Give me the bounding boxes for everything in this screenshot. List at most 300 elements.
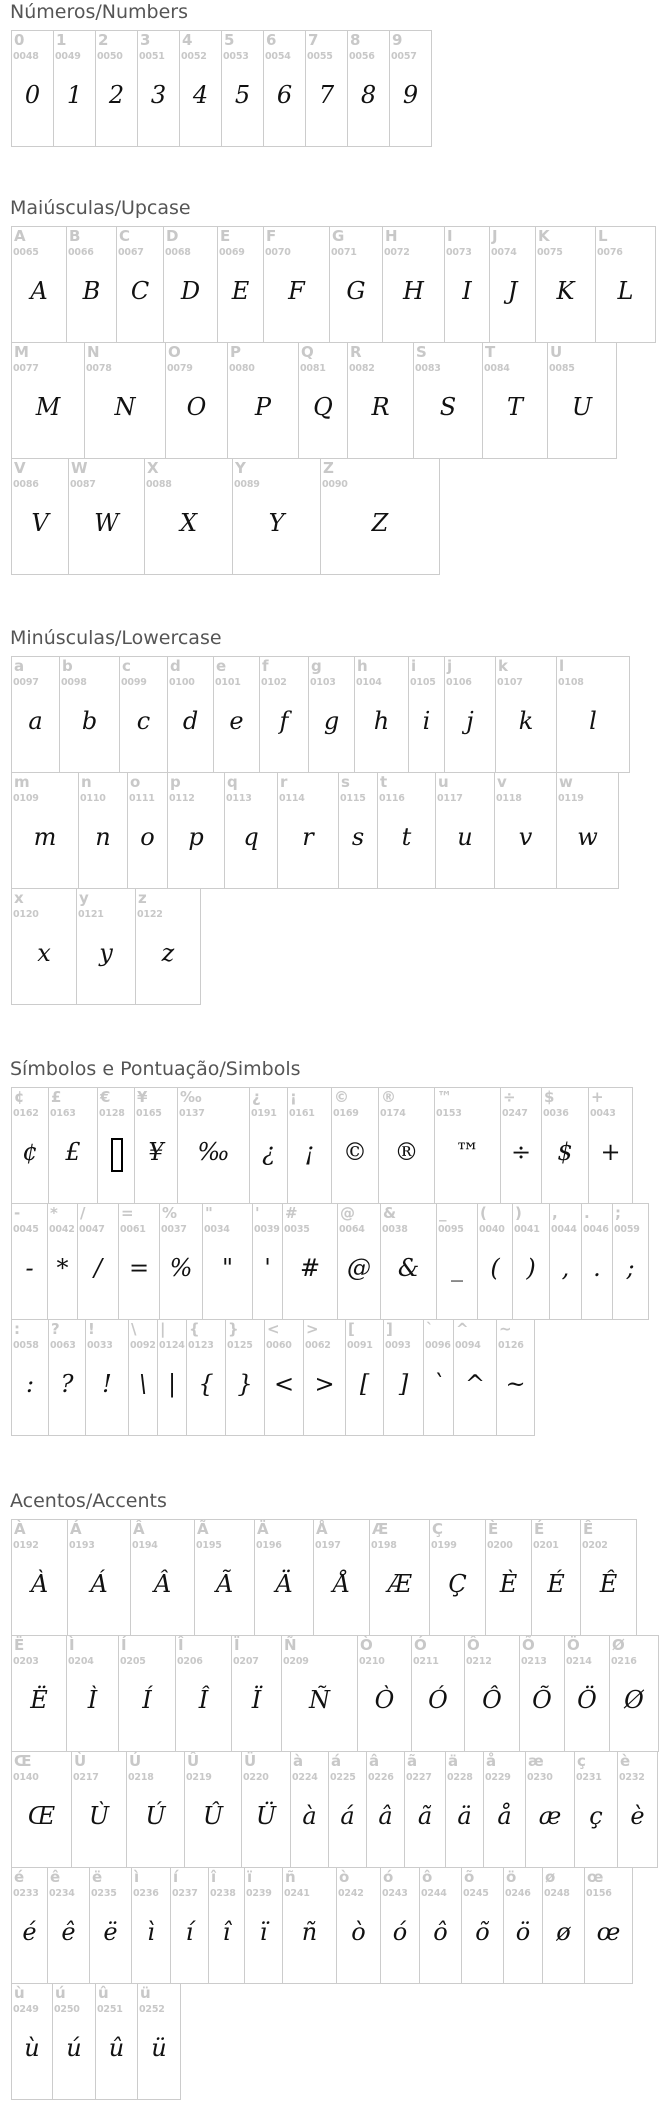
glyph-preview: &: [397, 1254, 420, 1282]
glyph-cell[interactable]: [617, 1751, 658, 1868]
glyph-char-label: ã: [407, 1752, 418, 1770]
glyph-preview: i: [422, 707, 431, 735]
glyph-code: 0106: [446, 677, 472, 688]
glyph-cell[interactable]: [131, 1867, 171, 1984]
glyph-cell[interactable]: [137, 30, 180, 147]
glyph-code: 0207: [233, 1656, 259, 1667]
glyph-cell[interactable]: [347, 30, 390, 147]
glyph-code: 0033: [87, 1340, 113, 1351]
glyph-cell[interactable]: [213, 656, 260, 773]
glyph-preview: ü: [151, 2034, 167, 2062]
glyph-code: 0095: [438, 1224, 464, 1235]
glyph-cell[interactable]: [556, 656, 630, 773]
glyph-cell[interactable]: [444, 226, 490, 343]
glyph-preview: #: [299, 1254, 321, 1282]
glyph-cell[interactable]: [477, 1203, 513, 1320]
glyph-cell[interactable]: [556, 772, 619, 889]
glyph-cell[interactable]: [298, 342, 348, 459]
glyph-preview: ‰: [197, 1138, 230, 1166]
glyph-preview: E: [231, 277, 250, 305]
glyph-code: 0250: [54, 2004, 80, 2015]
glyph-code: 0161: [289, 1108, 315, 1119]
glyph-code: 0153: [436, 1108, 462, 1119]
glyph-cell[interactable]: [331, 1087, 379, 1204]
glyph-char-label: |: [160, 1320, 166, 1338]
glyph-code: 0059: [614, 1224, 640, 1235]
glyph-char-label: ú: [55, 1984, 66, 2002]
glyph-cell[interactable]: [116, 226, 164, 343]
glyph-cell[interactable]: [118, 1203, 160, 1320]
glyph-cell[interactable]: [303, 1319, 346, 1436]
glyph-char-label: Ì: [69, 1636, 75, 1654]
glyph-code: 0036: [543, 1108, 569, 1119]
glyph-preview: D: [180, 277, 201, 305]
glyph-preview: ™: [455, 1138, 480, 1166]
glyph-cell[interactable]: [495, 656, 557, 773]
glyph-cell[interactable]: [369, 1519, 430, 1636]
glyph-row: [11, 30, 432, 147]
glyph-char-label: [: [348, 1320, 355, 1338]
glyph-char-label: ñ: [285, 1868, 296, 1886]
glyph-cell[interactable]: [202, 1203, 253, 1320]
glyph-cell[interactable]: [337, 1203, 381, 1320]
glyph-code: 0068: [165, 247, 191, 258]
glyph-code: 0121: [78, 909, 104, 920]
glyph-preview: a: [28, 707, 43, 735]
glyph-code: 0076: [597, 247, 623, 258]
glyph-cell[interactable]: [144, 458, 233, 575]
glyph-code: 0054: [265, 51, 291, 62]
glyph-row: [11, 1203, 649, 1320]
glyph-preview: 3: [150, 81, 167, 109]
glyph-preview: Ó: [428, 1686, 448, 1714]
glyph-cell[interactable]: [263, 30, 306, 147]
glyph-char-label: u: [438, 773, 449, 791]
glyph-cell[interactable]: [11, 772, 79, 889]
glyph-cell[interactable]: [179, 30, 222, 147]
glyph-cell[interactable]: [320, 458, 440, 575]
glyph-cell[interactable]: [130, 1519, 195, 1636]
glyph-cell[interactable]: [263, 226, 330, 343]
glyph-cell[interactable]: [500, 1087, 542, 1204]
glyph-code: 0242: [338, 1888, 364, 1899]
glyph-char-label: H: [385, 227, 398, 245]
glyph-cell[interactable]: [290, 1751, 329, 1868]
glyph-cell[interactable]: [411, 1635, 465, 1752]
glyph-cell[interactable]: [224, 772, 278, 889]
glyph-code: 0088: [146, 479, 172, 490]
glyph-cell[interactable]: [66, 226, 117, 343]
glyph-cell[interactable]: [564, 1635, 610, 1752]
glyph-code: 0045: [13, 1224, 39, 1235]
glyph-cell[interactable]: [11, 1319, 49, 1436]
glyph-preview: ?: [60, 1370, 74, 1398]
glyph-cell[interactable]: [423, 1319, 454, 1436]
glyph-preview: Ù: [88, 1802, 110, 1830]
glyph-cell[interactable]: [11, 226, 67, 343]
glyph-cell[interactable]: [453, 1319, 497, 1436]
glyph-preview: â: [378, 1802, 393, 1830]
glyph-cell[interactable]: [519, 1635, 565, 1752]
glyph-cell[interactable]: [227, 342, 299, 459]
glyph-cell[interactable]: [11, 1867, 48, 1984]
glyph-cell[interactable]: [338, 772, 378, 889]
glyph-cell[interactable]: [184, 1751, 242, 1868]
glyph-cell[interactable]: [167, 772, 225, 889]
glyph-cell[interactable]: [434, 1087, 501, 1204]
section-title: Acentos/Accents: [10, 1490, 167, 1512]
glyph-preview: ö: [515, 1918, 531, 1946]
glyph-code: 0232: [619, 1772, 645, 1783]
glyph-code: 0105: [410, 677, 436, 688]
glyph-preview: G: [346, 277, 366, 305]
glyph-preview: o: [140, 823, 155, 851]
glyph-cell[interactable]: [503, 1867, 543, 1984]
glyph-char-label: R: [350, 343, 362, 361]
glyph-cell[interactable]: [308, 656, 355, 773]
glyph-code: 0075: [537, 247, 563, 258]
glyph-code: 0100: [169, 677, 195, 688]
glyph-cell[interactable]: [378, 1087, 435, 1204]
glyph-char-label: ä: [448, 1752, 459, 1770]
glyph-cell[interactable]: [377, 772, 436, 889]
glyph-cell[interactable]: [595, 226, 656, 343]
glyph-cell[interactable]: [380, 1203, 437, 1320]
glyph-cell[interactable]: [52, 1983, 96, 2100]
glyph-cell[interactable]: [482, 342, 548, 459]
section-title: Números/Numbers: [10, 1, 188, 23]
glyph-preview: F: [288, 277, 305, 305]
glyph-cell[interactable]: [329, 226, 383, 343]
glyph-cell[interactable]: [357, 1635, 412, 1752]
glyph-cell[interactable]: [167, 656, 214, 773]
glyph-preview: É: [547, 1570, 565, 1598]
glyph-code: 0081: [300, 363, 326, 374]
glyph-cell[interactable]: [47, 1867, 90, 1984]
glyph-cell[interactable]: [134, 1087, 178, 1204]
glyph-cell[interactable]: [221, 30, 264, 147]
glyph-char-label: Ï: [234, 1636, 240, 1654]
glyph-row: [11, 1319, 649, 1436]
glyph-cell[interactable]: [66, 1635, 119, 1752]
glyph-preview: ó: [392, 1918, 408, 1946]
glyph-cell[interactable]: [11, 656, 60, 773]
glyph-cell[interactable]: [127, 772, 168, 889]
glyph-cell[interactable]: [609, 1635, 659, 1752]
glyph-cell[interactable]: [126, 1751, 185, 1868]
glyph-cell[interactable]: [84, 342, 166, 459]
glyph-code: 0087: [70, 479, 96, 490]
glyph-cell[interactable]: [11, 888, 77, 1005]
glyph-preview: ¡: [304, 1138, 315, 1166]
glyph-preview: Ñ: [309, 1686, 330, 1714]
glyph-cell[interactable]: [581, 1203, 613, 1320]
glyph-preview: õ: [475, 1918, 490, 1946]
glyph-char-label: ™: [437, 1088, 452, 1106]
glyph-cell[interactable]: [78, 772, 128, 889]
glyph-cell[interactable]: [277, 772, 339, 889]
glyph-preview: _: [451, 1254, 463, 1282]
glyph-cell[interactable]: [382, 226, 445, 343]
glyph-cell[interactable]: [259, 656, 309, 773]
section-upcase: [11, 196, 656, 575]
glyph-cell[interactable]: [175, 1635, 232, 1752]
glyph-row: [11, 656, 630, 773]
glyph-cell[interactable]: [489, 226, 536, 343]
glyph-cell[interactable]: [485, 1519, 532, 1636]
glyph-preview: ,: [561, 1254, 570, 1282]
glyph-cell[interactable]: [464, 1635, 520, 1752]
glyph-cell[interactable]: [165, 342, 228, 459]
glyph-cell[interactable]: [48, 1319, 86, 1436]
glyph-preview: Æ: [387, 1570, 412, 1598]
glyph-cell[interactable]: [59, 656, 120, 773]
glyph-code: 0125: [227, 1340, 253, 1351]
glyph-cell[interactable]: [11, 30, 54, 147]
glyph-char-label: Y: [235, 459, 246, 477]
glyph-cell[interactable]: [305, 30, 348, 147]
glyph-code: 0249: [13, 2004, 39, 2015]
glyph-code: 0079: [167, 363, 193, 374]
glyph-preview: T: [506, 393, 523, 421]
glyph-char-label: ò: [339, 1868, 350, 1886]
glyph-code: 0191: [251, 1108, 277, 1119]
section-title: Símbolos e Pontuação/Simbols: [10, 1058, 301, 1080]
glyph-cell[interactable]: [177, 1087, 250, 1204]
glyph-preview: q: [243, 823, 259, 851]
glyph-char-label: 9: [392, 31, 403, 49]
glyph-cell[interactable]: [580, 1519, 637, 1636]
glyph-code: 0244: [421, 1888, 447, 1899]
glyph-preview: /: [93, 1254, 103, 1282]
glyph-cell[interactable]: [328, 1751, 367, 1868]
glyph-preview: Ë: [30, 1686, 48, 1714]
glyph-cell[interactable]: [419, 1867, 462, 1984]
glyph-cell[interactable]: [163, 226, 218, 343]
glyph-cell[interactable]: [118, 1635, 176, 1752]
glyph-cell[interactable]: [186, 1319, 226, 1436]
glyph-row: [11, 772, 630, 889]
glyph-cell[interactable]: [612, 1203, 649, 1320]
glyph-cell[interactable]: [547, 342, 617, 459]
glyph-cell[interactable]: [380, 1867, 420, 1984]
glyph-cell[interactable]: [413, 342, 483, 459]
glyph-char-label: U: [550, 343, 563, 361]
glyph-char-label: E: [220, 227, 231, 245]
glyph-cell[interactable]: [429, 1519, 486, 1636]
glyph-cell[interactable]: [549, 1203, 582, 1320]
glyph-cell[interactable]: [494, 772, 557, 889]
glyph-char-label: Ö: [567, 1636, 580, 1654]
glyph-preview: ñ: [301, 1918, 318, 1946]
glyph-cell[interactable]: [531, 1519, 581, 1636]
glyph-cell[interactable]: [135, 888, 201, 1005]
glyph-cell[interactable]: [119, 656, 168, 773]
glyph-code: 0051: [139, 51, 165, 62]
section-numbers: [11, 0, 432, 147]
glyph-cell[interactable]: [47, 1203, 78, 1320]
glyph-cell[interactable]: [264, 1319, 304, 1436]
glyph-preview: ¢: [22, 1138, 38, 1166]
glyph-char-label: !: [88, 1320, 95, 1338]
glyph-cell[interactable]: [336, 1867, 381, 1984]
glyph-char-label: V: [14, 459, 26, 477]
glyph-cell[interactable]: [157, 1319, 187, 1436]
glyph-cell[interactable]: [542, 1867, 585, 1984]
glyph-preview: f: [279, 707, 289, 735]
glyph-code: 0228: [447, 1772, 473, 1783]
glyph-cell[interactable]: [408, 656, 445, 773]
glyph-code: 0065: [13, 247, 39, 258]
glyph-cell[interactable]: [159, 1203, 203, 1320]
glyph-cell[interactable]: [366, 1751, 405, 1868]
glyph-cell[interactable]: [217, 226, 264, 343]
glyph-cell[interactable]: [53, 30, 96, 147]
glyph-char-label: %: [162, 1204, 178, 1222]
glyph-preview: z: [161, 939, 175, 967]
glyph-cell[interactable]: [535, 226, 596, 343]
glyph-cell[interactable]: [445, 1751, 484, 1868]
glyph-cell[interactable]: [232, 458, 321, 575]
glyph-code: 0229: [485, 1772, 511, 1783]
glyph-cell[interactable]: [588, 1087, 633, 1204]
glyph-cell[interactable]: [444, 656, 496, 773]
glyph-char-label: ¿: [252, 1088, 261, 1106]
glyph-cell[interactable]: [231, 1635, 282, 1752]
glyph-code: 0110: [80, 793, 106, 804]
glyph-cell[interactable]: [11, 458, 69, 575]
glyph-code: 0211: [413, 1656, 439, 1667]
glyph-cell[interactable]: [225, 1319, 265, 1436]
glyph-char-label: ö: [506, 1868, 517, 1886]
glyph-char-label: ó: [383, 1868, 394, 1886]
glyph-preview: Y: [268, 509, 285, 537]
glyph-code: 0220: [243, 1772, 269, 1783]
glyph-char-label: +: [591, 1088, 604, 1106]
glyph-char-label: ç: [577, 1752, 586, 1770]
glyph-code: 0058: [13, 1340, 39, 1351]
glyph-char-label: Q: [301, 343, 314, 361]
glyph-code: 0066: [68, 247, 94, 258]
glyph-code: 0077: [13, 363, 39, 374]
glyph-cell[interactable]: [77, 1203, 119, 1320]
glyph-row: [11, 1867, 659, 1984]
glyph-cell[interactable]: [137, 1983, 181, 2100]
glyph-code: 0140: [13, 1772, 39, 1783]
glyph-preview: 2: [108, 81, 125, 109]
glyph-cell[interactable]: [436, 1203, 478, 1320]
glyph-char-label: -: [14, 1204, 21, 1222]
glyph-code: 0083: [415, 363, 441, 374]
glyph-cell[interactable]: [68, 458, 145, 575]
glyph-preview: Á: [90, 1570, 108, 1598]
glyph-char-label: n: [81, 773, 92, 791]
glyph-code: 0037: [161, 1224, 187, 1235]
glyph-cell[interactable]: [194, 1519, 255, 1636]
glyph-cell[interactable]: [71, 1751, 127, 1868]
glyph-cell[interactable]: [496, 1319, 535, 1436]
glyph-cell[interactable]: [48, 1087, 98, 1204]
glyph-cell[interactable]: [461, 1867, 504, 1984]
glyph-cell[interactable]: [282, 1203, 338, 1320]
glyph-char-label: C: [119, 227, 131, 245]
glyph-cell[interactable]: [85, 1319, 129, 1436]
glyph-preview: Í: [142, 1686, 152, 1714]
glyph-cell[interactable]: [435, 772, 495, 889]
glyph-preview: m: [33, 823, 57, 851]
glyph-preview: O: [186, 393, 207, 421]
glyph-cell[interactable]: [313, 1519, 370, 1636]
glyph-cell[interactable]: [404, 1751, 446, 1868]
glyph-cell[interactable]: [11, 1635, 67, 1752]
glyph-cell[interactable]: [254, 1519, 314, 1636]
glyph-char-label: F: [266, 227, 277, 245]
glyph-preview: {: [198, 1370, 214, 1398]
glyph-cell[interactable]: [128, 1319, 158, 1436]
glyph-cell[interactable]: [11, 1087, 49, 1204]
glyph-cell[interactable]: [541, 1087, 589, 1204]
glyph-cell[interactable]: [97, 1087, 135, 1204]
glyph-cell[interactable]: [287, 1087, 332, 1204]
glyph-cell[interactable]: [345, 1319, 384, 1436]
glyph-cell[interactable]: [252, 1203, 283, 1320]
glyph-char-label: 0: [14, 31, 25, 49]
glyph-cell[interactable]: [483, 1751, 526, 1868]
glyph-cell[interactable]: [11, 1751, 72, 1868]
glyph-cell[interactable]: [208, 1867, 245, 1984]
glyph-code: 0124: [159, 1340, 185, 1351]
glyph-cell[interactable]: [11, 1203, 48, 1320]
glyph-preview: (: [490, 1254, 500, 1282]
glyph-cell[interactable]: [244, 1867, 283, 1984]
glyph-cell[interactable]: [383, 1319, 424, 1436]
glyph-code: 0199: [431, 1540, 457, 1551]
glyph-cell[interactable]: [347, 342, 414, 459]
glyph-cell[interactable]: [525, 1751, 575, 1868]
glyph-cell[interactable]: [11, 1983, 53, 2100]
glyph-code: 0094: [455, 1340, 481, 1351]
glyph-cell[interactable]: [241, 1751, 291, 1868]
glyph-char-label: Z: [323, 459, 334, 477]
glyph-cell[interactable]: [76, 888, 136, 1005]
glyph-cell[interactable]: [282, 1867, 337, 1984]
glyph-char-label: õ: [464, 1868, 475, 1886]
glyph-cell[interactable]: [281, 1635, 358, 1752]
glyph-cell[interactable]: [95, 30, 138, 147]
glyph-cell[interactable]: [67, 1519, 131, 1636]
glyph-code: 0044: [551, 1224, 577, 1235]
glyph-cell[interactable]: [584, 1867, 633, 1984]
glyph-cell[interactable]: [512, 1203, 550, 1320]
glyph-cell[interactable]: [249, 1087, 288, 1204]
glyph-char-label: Î: [178, 1636, 184, 1654]
glyph-preview: ô: [433, 1918, 448, 1946]
glyph-preview: Ã: [215, 1570, 234, 1598]
glyph-preview: ê: [61, 1918, 76, 1946]
glyph-preview: Ø: [624, 1686, 644, 1714]
glyph-cell[interactable]: [170, 1867, 209, 1984]
glyph-char-label: æ: [528, 1752, 544, 1770]
glyph-cell[interactable]: [11, 1519, 68, 1636]
glyph-preview: 4: [192, 81, 209, 109]
glyph-cell[interactable]: [11, 342, 85, 459]
glyph-cell[interactable]: [389, 30, 432, 147]
glyph-cell[interactable]: [89, 1867, 132, 1984]
glyph-cell[interactable]: [95, 1983, 138, 2100]
glyph-code: 0038: [382, 1224, 408, 1235]
glyph-cell[interactable]: [574, 1751, 618, 1868]
glyph-cell[interactable]: [354, 656, 409, 773]
